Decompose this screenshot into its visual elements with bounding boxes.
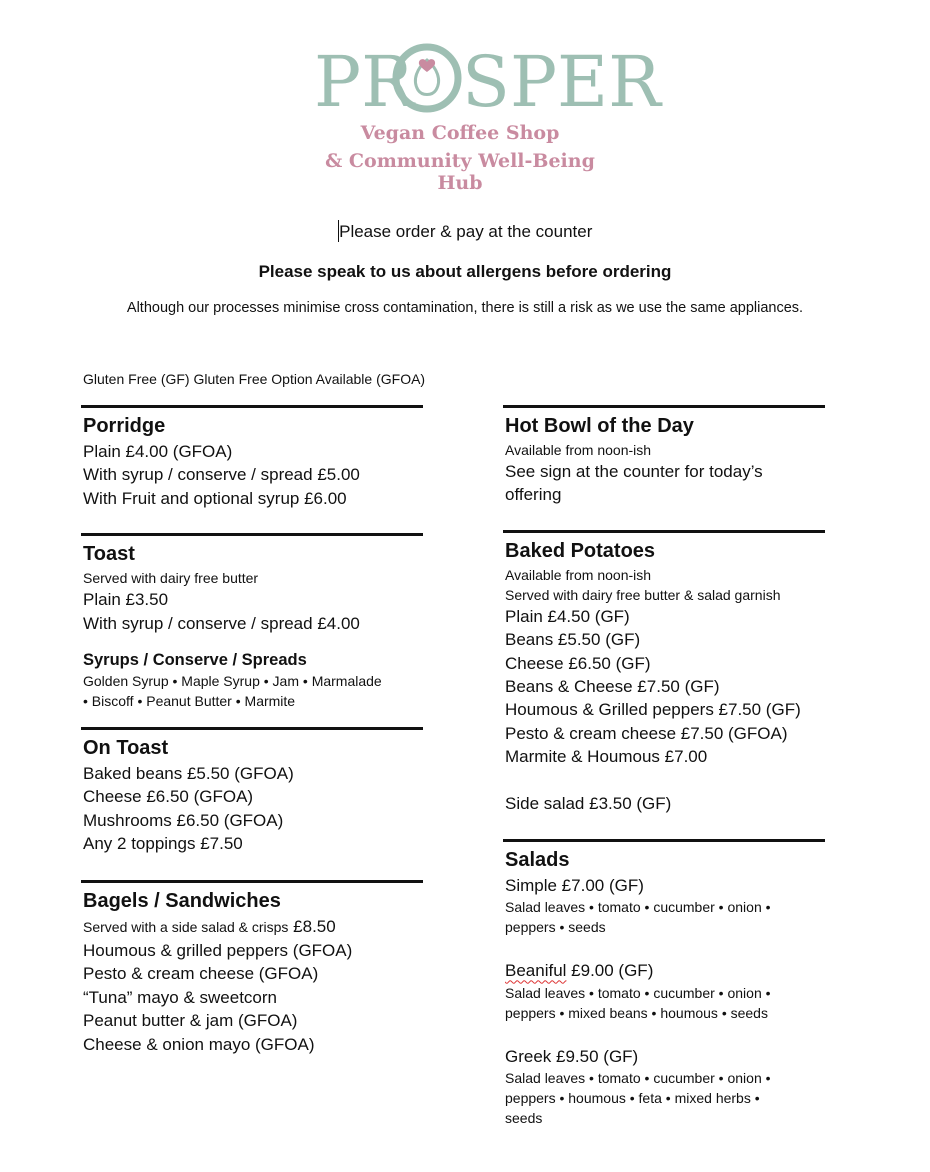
divider (81, 880, 423, 883)
section-baked-potatoes (503, 539, 825, 815)
divider (503, 530, 825, 533)
section-salads (503, 848, 825, 1128)
divider (503, 839, 825, 842)
tagline-vegan-coffee-shop: Vegan Coffee Shop (360, 122, 560, 144)
salad-name (505, 959, 825, 982)
logo (300, 38, 661, 194)
divider (81, 533, 423, 536)
menu-item: Cheese £6.50 (GFOA) (83, 787, 254, 807)
allergen-note: Please speak to us about allergens before ordering (258, 262, 672, 281)
bagels-note-line (83, 915, 423, 939)
salad-name: Simple £7.00 (GF) (505, 876, 644, 896)
salad-price: £9.00 (GF) (566, 961, 654, 981)
menu-item: Side salad £3.50 (GF) (505, 793, 672, 813)
salad-description: seeds (505, 1110, 543, 1127)
salad-description: peppers • houmous • feta • mixed herbs • (505, 1090, 760, 1107)
menu-item: Pesto & cream cheese £7.50 (GFOA) (505, 723, 788, 743)
section-porridge (81, 414, 423, 510)
left-column (81, 405, 423, 1056)
section-note: Available from noon-ish (505, 566, 652, 583)
spellcheck-word: Beaniful (505, 961, 567, 981)
menu-item: Plain £3.50 (83, 590, 169, 610)
tagline-community-hub: & Community Well-Being Hub (325, 150, 595, 194)
salad-description: peppers • seeds (505, 919, 606, 936)
menu-item: Pesto & cream cheese (GFOA) (83, 964, 319, 984)
right-column (503, 405, 825, 1128)
section-note: Served with dairy free butter (83, 570, 259, 587)
gluten-legend: Gluten Free (GF) Gluten Free Option Available (GFOA) (83, 371, 426, 387)
bagels-price: £8.50 (293, 916, 336, 936)
syrups-title: Syrups / Conserve / Spreads (83, 651, 307, 670)
prosper-logo-wordmark (312, 38, 661, 123)
salad-description: Salad leaves • tomato • cucumber • onion • (505, 1070, 771, 1087)
section-title: Bagels / Sandwiches (83, 889, 281, 912)
menu-item: Marmite & Houmous £7.00 (505, 747, 708, 767)
order-note (0, 220, 930, 242)
syrups-list-line: • Biscoff • Peanut Butter • Marmite (83, 693, 296, 710)
section-hot-bowl (503, 414, 825, 507)
menu-item: Any 2 toppings £7.50 (83, 834, 243, 854)
brand-name: PROSPER (312, 38, 317, 39)
menu-item: With syrup / conserve / spread £4.00 (83, 613, 360, 633)
menu-item: Houmous & grilled peppers (GFOA) (83, 941, 353, 961)
menu-item: “Tuna” mayo & sweetcorn (83, 987, 277, 1007)
menu-item: Plain £4.00 (GFOA) (83, 442, 233, 461)
menu-item: Peanut butter & jam (GFOA) (83, 1011, 298, 1031)
section-note: Served with dairy free butter & salad garnish (505, 586, 781, 603)
menu-item: Baked beans £5.50 (GFOA) (83, 764, 294, 784)
syrups-list-line: Golden Syrup • Maple Syrup • Jam • Marmalade (83, 673, 382, 690)
menu-item: Cheese & onion mayo (GFOA) (83, 1034, 315, 1054)
menu-item: Beans & Cheese £7.50 (GF) (505, 677, 720, 697)
menu-item: Beans £5.50 (GF) (505, 630, 641, 650)
menu-item: See sign at the counter for today’s (505, 462, 763, 481)
divider (503, 405, 825, 408)
brand-text-left: PR (314, 41, 414, 123)
menu-item: Mushrooms £6.50 (GFOA) (83, 810, 284, 830)
menu-item: With Fruit and optional syrup £6.00 (83, 488, 347, 508)
menu-item: With syrup / conserve / spread £5.00 (83, 465, 360, 485)
order-note-text: Please order & pay at the counter (339, 222, 593, 241)
divider (81, 405, 423, 408)
salad-name: Greek £9.50 (GF) (505, 1046, 639, 1066)
section-title: Hot Bowl of the Day (505, 415, 694, 437)
brand-text-right: SPER (462, 41, 661, 123)
divider (81, 727, 423, 730)
section-title: Toast (83, 543, 135, 566)
section-on-toast (81, 736, 423, 856)
menu-item: offering (505, 485, 562, 505)
section-bagels (81, 889, 423, 1056)
section-title: Salads (505, 849, 570, 872)
section-toast (81, 542, 423, 711)
section-note: Served with a side salad & crisps (83, 918, 289, 935)
section-title: Porridge (83, 415, 166, 437)
section-title: Baked Potatoes (505, 539, 656, 562)
menu-item: Cheese £6.50 (GF) (505, 653, 651, 673)
menu-item: Plain £4.50 (GF) (505, 606, 630, 626)
section-title: On Toast (83, 737, 169, 760)
salad-description: Salad leaves • tomato • cucumber • onion • (505, 984, 771, 1001)
menu-item: Houmous & Grilled peppers £7.50 (GF) (505, 700, 801, 720)
salad-description: peppers • mixed beans • houmous • seeds (505, 1004, 768, 1021)
salad-description: Salad leaves • tomato • cucumber • onion • (505, 899, 771, 916)
section-note: Available from noon-ish (505, 442, 652, 458)
cross-contamination-note: Although our processes minimise cross contamination, there is still a risk as we use the same appliances. (126, 300, 804, 316)
